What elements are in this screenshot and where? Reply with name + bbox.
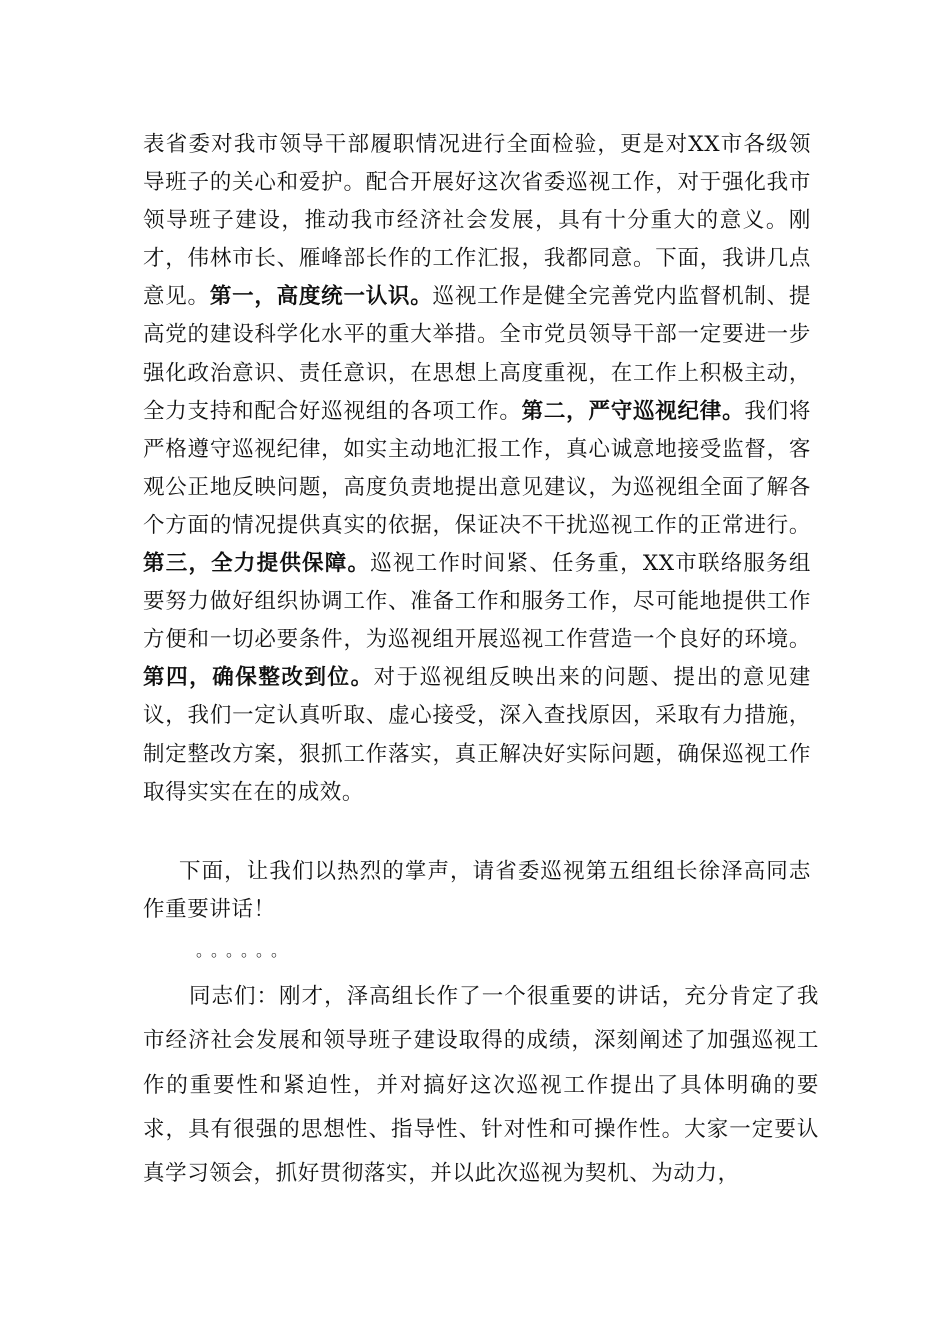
point-3-heading: 第三，全力提供保障。 <box>143 551 371 577</box>
point-1-body: 巡视工作是健全完善党内监督机制、提高党的建设科学化水平的重大举措。全市党员领导干部一定要进一步强化政治意识、责任意识，在思想上高度重视，在工作上积极主动，全力支持和配合好巡视组的各项工作。 <box>143 284 811 424</box>
speech-paragraph-introduction: 下面，让我们以热烈的掌声，请省委巡视第五组组长徐泽高同志作重要讲话！ <box>143 859 811 922</box>
section-separator: 。。。。。。 <box>196 941 295 960</box>
paragraph-text: 表省委对我市领导干部履职情况进行全面检验，更是对XX市各级领导班子的关心和爱护。配合开展好这次省委巡视工作，对于强化我市领导班子建设，推动我市经济社会发展，具有十分重大的意义。刚才，伟林市长、雁峰部长作的工作汇报，我都同意。下面，我讲几点意见。 <box>143 132 811 310</box>
point-2-body: 我们将严格遵守巡视纪律，如实主动地汇报工作，真心诚意地接受监督，客观公正地反映问题，高度负责地提出意见建议，为巡视组全面了解各个方面的情况提供真实的依据，保证决不干扰巡视工作的正常进行。 <box>143 398 811 538</box>
point-1-heading: 第一，高度统一认识。 <box>209 284 433 310</box>
point-4-body: 对于巡视组反映出来的问题、提出的意见建议，我们一定认真听取、虚心接受，深入查找原因，采取有力措施，制定整改方案，狠抓工作落实，真正解决好实际问题，确保巡视工作取得实实在在的成效。 <box>143 665 811 805</box>
point-3-body: 巡视工作时间紧、任务重，XX市联络服务组要努力做好组织协调工作、准备工作和服务工作，尽可能地提供工作方便和一切必要条件，为巡视组开展巡视工作营造一个良好的环境。 <box>143 551 811 653</box>
speech-paragraph-main <box>143 126 811 812</box>
speech-paragraph-closing: 同志们：刚才，泽高组长作了一个很重要的讲话，充分肯定了我市经济社会发展和领导班子建设取得的成绩，深刻阐述了加强巡视工作的重要性和紧迫性，并对搞好这次巡视工作提出了具体明确的要求，具有很强的思想性、指导性、针对性和可操作性。大家一定要认真学习领会，抓好贯彻落实，并以此次巡视为契机、为动力， <box>143 984 819 1187</box>
point-2-heading: 第二，严守巡视纪律。 <box>521 398 745 424</box>
point-4-heading: 第四，确保整改到位。 <box>143 665 374 691</box>
